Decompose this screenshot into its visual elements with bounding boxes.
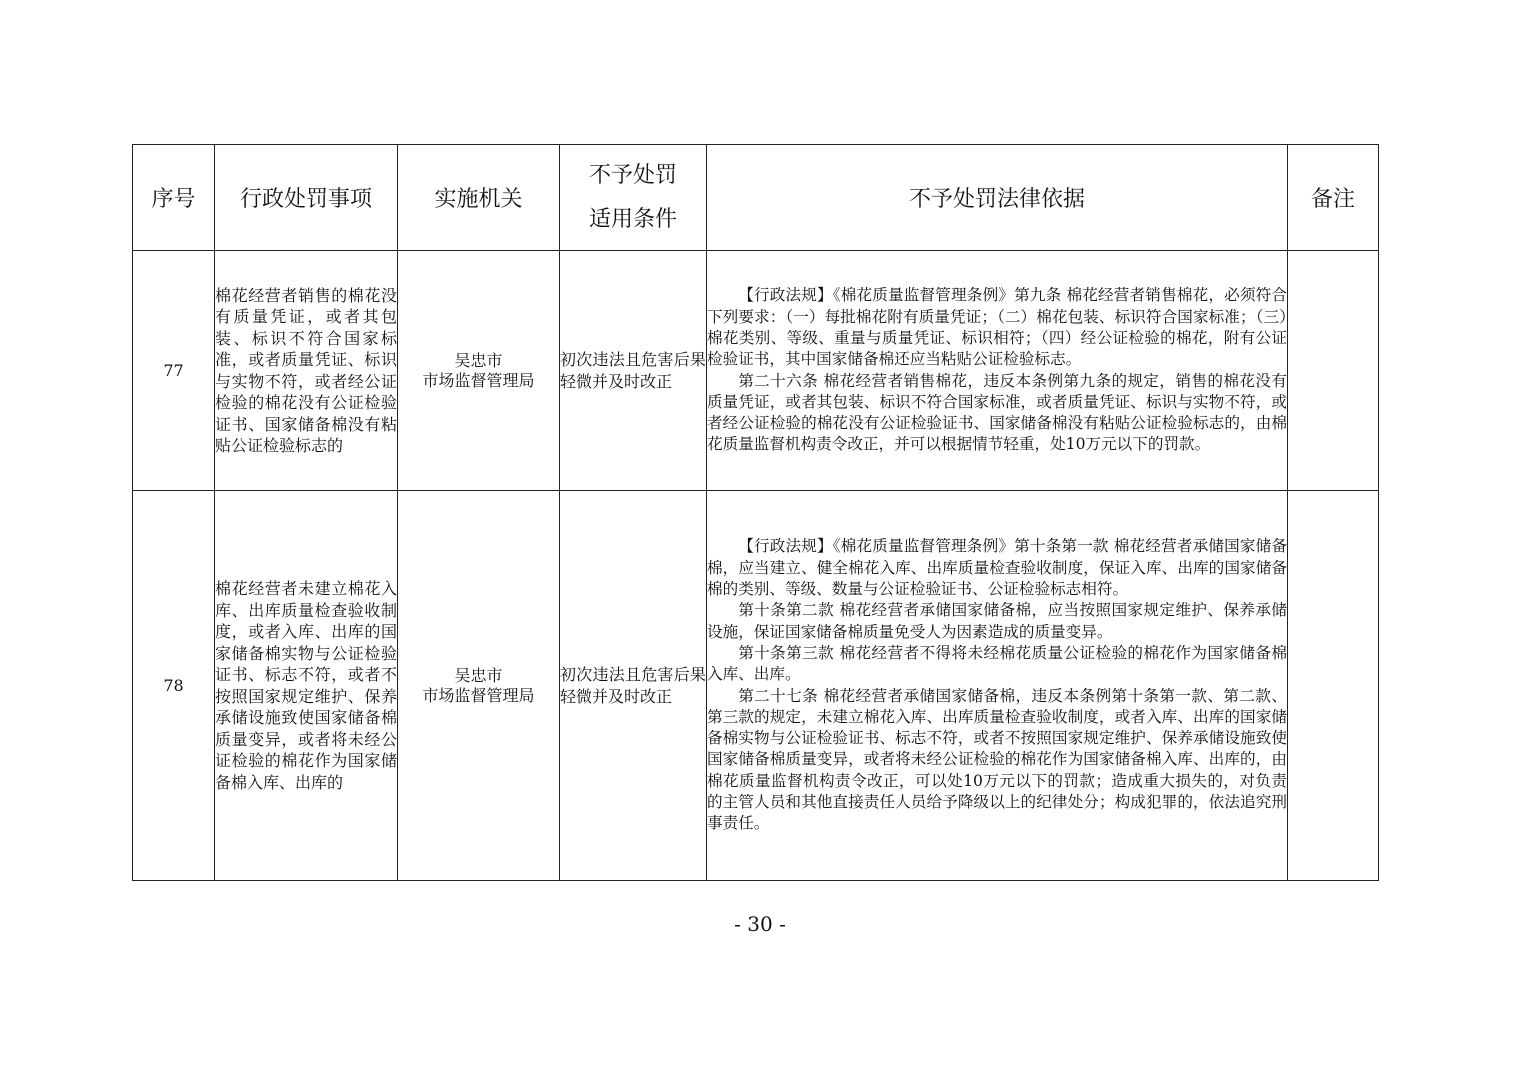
basis-paragraph: 第二十六条 棉花经营者销售棉花，违反本条例第九条的规定，销售的棉花没有质量凭证，或者其包装、标识不符合国家标准，或者质量凭证、标识与实物不符，或者经公证检验的棉花没有公证检验证书、国家储备棉没有粘贴公证检验标志的，由棉花质量监督机构责令改正，并可以根据情节轻重，处10万元以下的罚款。	[707, 371, 1287, 454]
table-row	[133, 491, 1379, 881]
page-number: - 30 -	[734, 912, 786, 936]
header-item: 行政处罚事项	[215, 145, 398, 251]
row-remarks	[1288, 251, 1379, 491]
header-basis: 不予处罚法律依据	[707, 145, 1288, 251]
row-basis	[707, 251, 1288, 491]
basis-paragraph: 第十条第二款 棉花经营者承储国家储备棉，应当按照国家规定维护、保养承储设施，保证国家储备棉质量免受人为因素造成的质量变异。	[707, 601, 1287, 641]
header-condition-line1: 不予处罚	[588, 162, 677, 188]
row-basis	[707, 491, 1288, 881]
row-agency-line1: 吴忠市	[454, 350, 503, 370]
row-seq: 78	[133, 491, 215, 881]
row-seq: 77	[133, 251, 215, 491]
header-condition	[560, 145, 707, 251]
row-condition: 初次违法且危害后果轻微并及时改正	[560, 491, 707, 881]
table-row	[133, 251, 1379, 491]
header-remarks: 备注	[1288, 145, 1379, 251]
penalty-table	[132, 144, 1379, 881]
header-condition-line2: 适用条件	[588, 206, 677, 232]
row-condition: 初次违法且危害后果轻微并及时改正	[560, 251, 707, 491]
row-item: 棉花经营者销售的棉花没有质量凭证，或者其包装、标识不符合国家标准，或者质量凭证、标识与实物不符，或者经公证检验的棉花没有公证检验证书、国家储备棉没有粘贴公证检验标志的	[215, 251, 398, 491]
row-agency	[398, 491, 560, 881]
basis-paragraph: 第十条第三款 棉花经营者不得将未经棉花质量公证检验的棉花作为国家储备棉入库、出库。	[707, 643, 1287, 684]
basis-paragraph: 【行政法规】《棉花质量监督管理条例》第十条第一款 棉花经营者承储国家储备棉，应当建立、健全棉花入库、出库质量检查验收制度，保证入库、出库的国家储备棉的类别、等级、数量与公证检验证书、公证检验标志相符。	[707, 537, 1287, 599]
row-item: 棉花经营者未建立棉花入库、出库质量检查验收制度，或者入库、出库的国家储备棉实物与公证检验证书、标志不符，或者不按照国家规定维护、保养承储设施致使国家储备棉质量变异，或者将未经公证检验的棉花作为国家储备棉入库、出库的	[215, 491, 398, 881]
header-agency: 实施机关	[398, 145, 560, 251]
row-agency-line2: 市场监督管理局	[422, 370, 535, 390]
row-agency-line1: 吴忠市	[454, 665, 503, 685]
basis-paragraph: 第二十七条 棉花经营者承储国家储备棉，违反本条例第十条第一款、第二款、第三款的规定，未建立棉花入库、出库质量检查验收制度，或者入库、出库的国家储备棉实物与公证检验证书、标志不符，或者不按照国家规定维护、保养承储设施致使国家储备棉质量变异，或者将未经公证检验的棉花作为国家储备棉入库、出库的，由棉花质量监督机构责令改正，可以处10万元以下的罚款；造成重大损失的，对负责的主管人员和其他直接责任人员给予降级以上的纪律处分；构成犯罪的，依法追究刑事责任。	[707, 686, 1287, 833]
header-row	[133, 145, 1379, 251]
row-agency-line2: 市场监督管理局	[422, 685, 535, 705]
basis-paragraph: 【行政法规】《棉花质量监督管理条例》第九条 棉花经营者销售棉花，必须符合下列要求：（一）每批棉花附有质量凭证；（二）棉花包装、标识符合国家标准；（三）棉花类别、等级、重量与质量凭证、标识相符；（四）经公证检验的棉花，附有公证检验证书，其中国家储备棉还应当粘贴公证检验标志。	[707, 286, 1287, 369]
row-remarks	[1288, 491, 1379, 881]
header-seq: 序号	[133, 145, 215, 251]
row-agency	[398, 251, 560, 491]
